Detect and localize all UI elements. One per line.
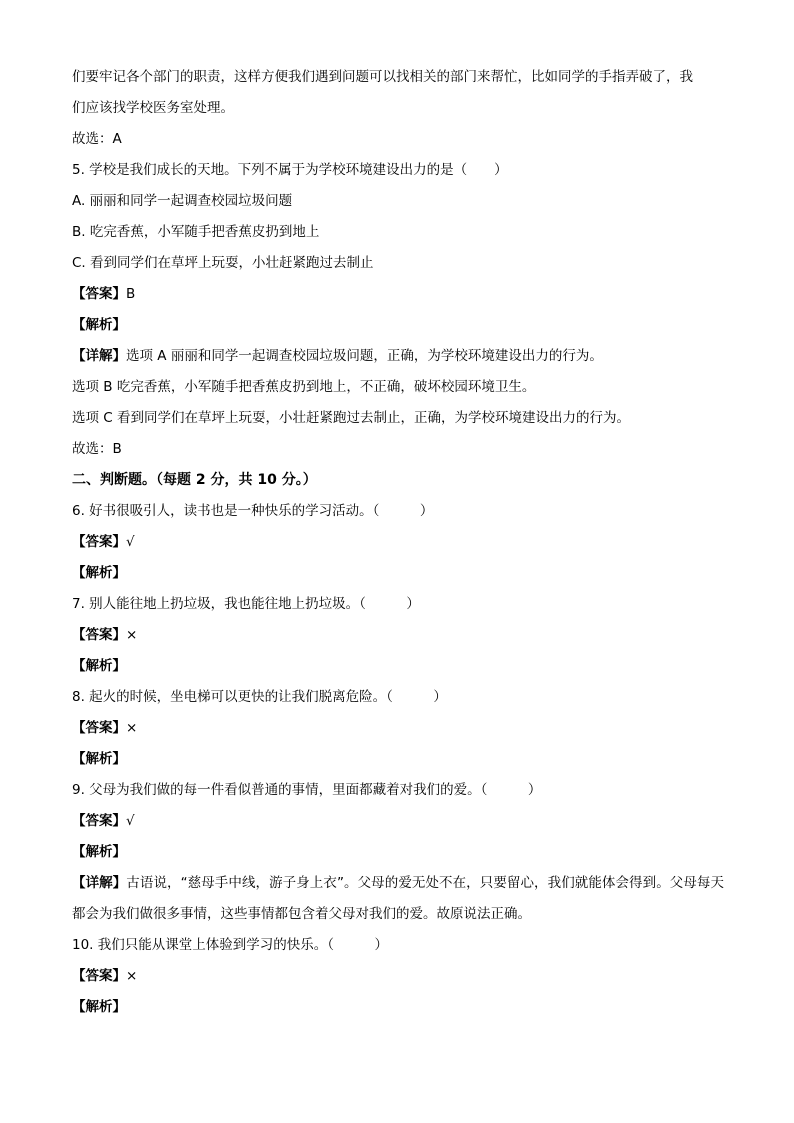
question-8: 8. 起火的时候，坐电梯可以更快的让我们脱离危险。（ ） — [72, 689, 447, 705]
question-6: 6. 好书很吸引人，读书也是一种快乐的学习活动。（ ） — [72, 503, 434, 519]
section-heading: 二、判断题。（每题 2 分，共 10 分。） — [72, 472, 317, 488]
question-7: 7. 别人能往地上扔垃圾，我也能往地上扔垃圾。（ ） — [72, 596, 420, 612]
answer-value: × — [126, 968, 138, 984]
answer-line — [72, 806, 724, 837]
analysis-tag: 【解析】 — [72, 658, 126, 674]
answer-tag: 【答案】 — [72, 286, 126, 302]
answer-tag: 【答案】 — [72, 627, 126, 643]
answer-value: × — [126, 720, 138, 736]
answer-value: √ — [126, 813, 135, 829]
detail-line — [72, 341, 724, 372]
choice-line: 故选：A — [72, 131, 122, 147]
answer-value: B — [126, 286, 136, 302]
answer-tag: 【答案】 — [72, 813, 126, 829]
detail-paragraph — [72, 868, 724, 930]
answer-value: × — [126, 627, 138, 643]
option-b: B. 吃完香蕉，小军随手把香蕉皮扔到地上 — [72, 224, 320, 240]
choice-line: 故选：B — [72, 441, 122, 457]
detail-line: 选项 C 看到同学们在草坪上玩耍，小壮赶紧跑过去制止，正确，为学校环境建设出力的行为。 — [72, 410, 631, 426]
analysis-tag: 【解析】 — [72, 844, 126, 860]
answer-value: √ — [126, 534, 135, 550]
analysis-tag: 【解析】 — [72, 565, 126, 581]
detail-text: 选项 A 丽丽和同学一起调查校园垃圾问题，正确，为学校环境建设出力的行为。 — [126, 348, 603, 364]
analysis-tag: 【解析】 — [72, 999, 126, 1015]
detail-text: 古语说，“慈母手中线，游子身上衣”。父母的爱无处不在，只要留心，我们就能体会得到。父母每天都会为我们做很多事情，这些事情都包含着父母对我们的爱。故原说法正确。 — [72, 875, 724, 922]
text-line: 们要牢记各个部门的职责，这样方便我们遇到问题可以找相关的部门来帮忙，比如同学的手指弄破了，我 — [72, 69, 693, 85]
answer-line — [72, 279, 724, 310]
question-9: 9. 父母为我们做的每一件看似普通的事情，里面都藏着对我们的爱。（ ） — [72, 782, 542, 798]
answer-line — [72, 961, 724, 992]
answer-tag: 【答案】 — [72, 720, 126, 736]
analysis-tag: 【解析】 — [72, 317, 126, 333]
option-a: A. 丽丽和同学一起调查校园垃圾问题 — [72, 193, 293, 209]
text-line: 们应该找学校医务室处理。 — [72, 100, 234, 116]
detail-line: 选项 B 吃完香蕉，小军随手把香蕉皮扔到地上，不正确，破坏校园环境卫生。 — [72, 379, 536, 395]
detail-tag: 【详解】 — [72, 348, 126, 364]
answer-tag: 【答案】 — [72, 968, 126, 984]
option-c: C. 看到同学们在草坪上玩耍，小壮赶紧跑过去制止 — [72, 255, 374, 271]
detail-tag: 【详解】 — [72, 875, 127, 891]
answer-line — [72, 620, 724, 651]
document-page — [72, 62, 724, 1023]
question-5: 5. 学校是我们成长的天地。下列不属于为学校环境建设出力的是（ ） — [72, 162, 508, 178]
analysis-tag: 【解析】 — [72, 751, 126, 767]
answer-line — [72, 713, 724, 744]
question-10: 10. 我们只能从课堂上体验到学习的快乐。（ ） — [72, 937, 389, 953]
answer-line — [72, 527, 724, 558]
answer-tag: 【答案】 — [72, 534, 126, 550]
